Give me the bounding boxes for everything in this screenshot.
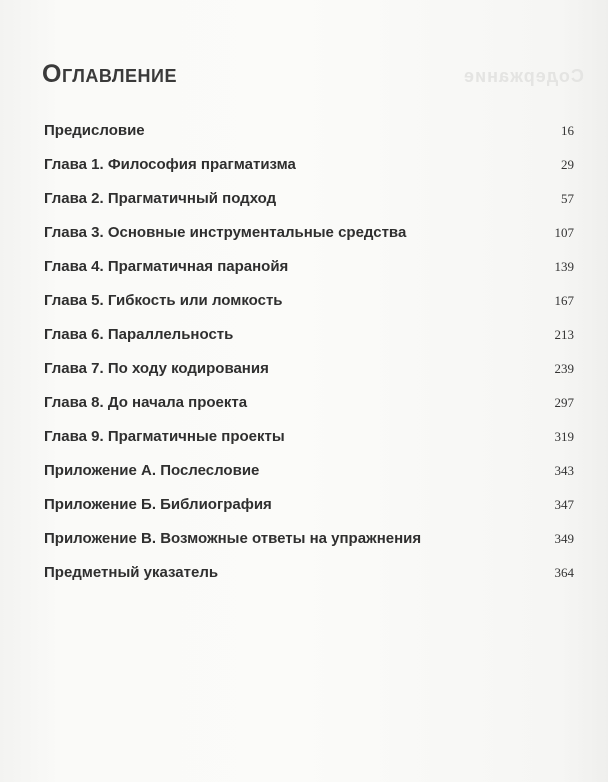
toc-entry-preface [44,122,574,156]
toc-entry-page: 213 [554,327,574,342]
toc-entry-title: Глава 9. Прагматичные проекты [44,428,285,445]
toc-entry-chapter-6 [44,326,574,360]
toc-entry-title: Глава 5. Гибкость или ломкость [44,292,283,309]
toc-entry-title: Глава 2. Прагматичный подход [44,190,277,207]
toc-entry-page: 343 [554,463,574,478]
toc-entry-page: 29 [561,157,574,172]
table-of-contents [44,122,574,598]
toc-entry-title: Глава 6. Параллельность [44,326,234,343]
page-title: Оглавление [42,60,177,88]
toc-entry-page: 347 [554,497,574,512]
toc-entry-title: Глава 7. По ходу кодирования [44,360,269,377]
toc-entry-chapter-2 [44,190,574,224]
toc-entry-chapter-8 [44,394,574,428]
toc-entry-chapter-7 [44,360,574,394]
toc-entry-chapter-3 [44,224,574,258]
toc-entry-page: 57 [561,191,574,206]
toc-entry-title: Предметный указатель [44,564,219,581]
toc-entry-title: Приложение В. Возможные ответы на упражнения [44,530,422,547]
toc-entry-chapter-1 [44,156,574,190]
toc-entry-page: 239 [554,361,574,376]
toc-entry-index [44,564,574,598]
toc-entry-appendix-a [44,462,574,496]
toc-entry-page: 297 [554,395,574,410]
toc-entry-chapter-9 [44,428,574,462]
toc-entry-appendix-b [44,496,574,530]
toc-entry-title: Глава 3. Основные инструментальные средства [44,224,407,241]
toc-entry-title: Приложение Б. Библиография [44,496,272,513]
toc-entry-title: Приложение А. Послесловие [44,462,260,479]
toc-entry-page: 349 [554,531,574,546]
toc-entry-page: 167 [554,293,574,308]
toc-entry-page: 364 [554,565,574,580]
toc-entry-title: Глава 4. Прагматичная паранойя [44,258,289,275]
toc-entry-title: Глава 1. Философия прагматизма [44,156,296,173]
toc-entry-page: 16 [561,123,574,138]
toc-entry-title: Предисловие [44,122,145,139]
toc-entry-chapter-4 [44,258,574,292]
toc-entry-page: 319 [554,429,574,444]
show-through-heading: Содержание [463,66,584,86]
toc-entry-page: 139 [554,259,574,274]
toc-entry-appendix-c [44,530,574,564]
toc-entry-page: 107 [554,225,574,240]
toc-entry-title: Глава 8. До начала проекта [44,394,248,411]
toc-entry-chapter-5 [44,292,574,326]
